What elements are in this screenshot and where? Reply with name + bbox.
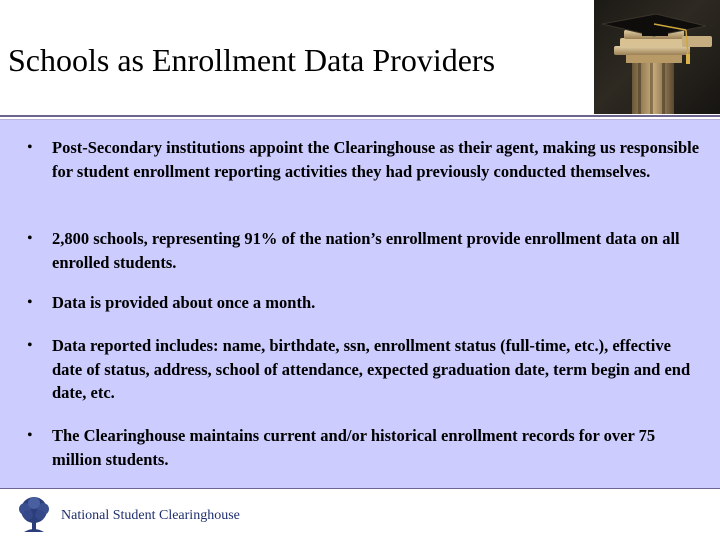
header-rule [0,115,720,117]
bullet-icon: • [27,427,33,444]
bullet-text: Post-Secondary institutions appoint the Clearinghouse as their agent, making us responsible for student enrollment reporting activities they had previously conducted themselves. [52,138,700,181]
bullet-text: 2,800 schools, representing 91% of the nation’s enrollment provide enrollment data on all enrolled students. [52,229,680,272]
organization-name: National Student Clearinghouse [61,508,240,523]
bullet-icon: • [27,337,33,354]
bullet-icon: • [27,294,33,311]
bullet-text: Data is provided about once a month. [52,293,316,312]
bullet-icon: • [27,230,33,247]
bullet-text: Data reported includes: name, birthdate, ssn, enrollment status (full-time, etc.), effective date of status, address, school of attendance, expected graduation date, term begin and end date, etc. [52,336,691,402]
tree-icon [14,495,54,535]
slide-title: Schools as Enrollment Data Providers [8,42,496,78]
graduation-cap-books-icon [594,0,720,114]
content-panel [0,120,720,488]
slide-header [0,0,720,115]
slide-footer [0,489,720,540]
bullet-text: The Clearinghouse maintains current and/or historical enrollment records for over 75 million students. [52,426,656,469]
bullet-icon: • [27,139,33,156]
